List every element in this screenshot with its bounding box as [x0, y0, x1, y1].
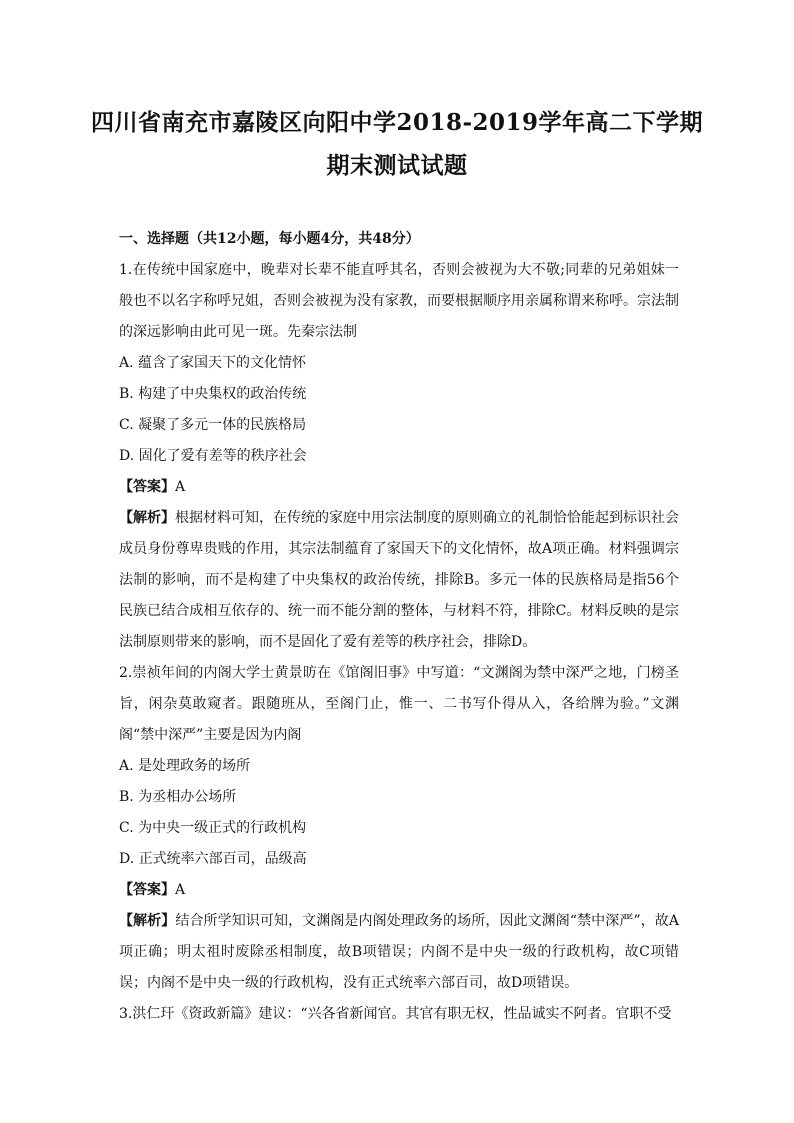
section-heading: 一、选择题（共12小题，每小题4分，共48分） [119, 231, 420, 247]
question-2-stem: 2.崇祯年间的内阁大学士黄景昉在《馆阁旧事》中写道：“文渊阁为禁中深严之地，门榜圣旨，闲杂莫敢窥者。跟随班从，至阁门止，惟一、二书写仆得从入，各给牌为验。”文渊阁“禁中深严”主要是因为内阁 [119, 665, 679, 743]
question-1-option-c: C. 凝聚了多元一体的民族格局 [119, 417, 307, 433]
question-2-option-c: C. 为中央一级正式的行政机构 [119, 820, 307, 836]
answer-value: A [175, 882, 186, 898]
analysis-text: 结合所学知识可知，文渊阁是内阁处理政务的场所，因此文渊阁“禁中深严”，故A项正确；明太祖时废除丞相制度，故B项错误；内阁不是中央一级的行政机构，故C项错误；内阁不是中央一级的行政机构，没有正式统率六部百司，故D项错误。 [119, 913, 679, 991]
question-2-option-b: B. 为丞相办公场所 [119, 789, 237, 805]
answer-value: A [175, 479, 186, 495]
question-2-answer [119, 875, 679, 906]
analysis-text: 根据材料可知，在传统的家庭中用宗法制度的原则确立的礼制恰恰能起到标识社会成员身份尊卑贵贱的作用，其宗法制蕴育了家国天下的文化情怀，故A项正确。材料强调宗法制的影响，而不是构建了中央集权的政治传统，排除B。多元一体的民族格局是指56个民族已结合成相互依存的、统一而不能分割的整体，与材料不符，排除C。材料反映的是宗法制原则带来的影响，而不是固化了爱有差等的秩序社会，排除D。 [119, 510, 679, 650]
question-2-analysis [119, 906, 679, 999]
question-1-option-d: D. 固化了爱有差等的秩序社会 [119, 448, 307, 464]
analysis-tag: 【解析】 [119, 510, 175, 526]
question-1-answer [119, 472, 679, 503]
document-title-line2: 期末测试试题 [326, 152, 468, 179]
answer-tag: 【答案】 [119, 479, 175, 495]
document-title-line1: 四川省南充市嘉陵区向阳中学2018-2019学年高二下学期 [90, 109, 704, 136]
question-2-option-a: A. 是处理政务的场所 [119, 758, 251, 774]
question-1-analysis [119, 503, 679, 658]
answer-tag: 【答案】 [119, 882, 175, 898]
document-body [119, 224, 679, 1030]
question-1-option-b: B. 构建了中央集权的政治传统 [119, 386, 307, 402]
question-2-option-d: D. 正式统率六部百司，品级高 [119, 851, 307, 867]
analysis-tag: 【解析】 [119, 913, 176, 929]
question-1-option-a: A. 蕴含了家国天下的文化情怀 [119, 355, 307, 371]
question-1-stem: 1.在传统中国家庭中，晚辈对长辈不能直呼其名，否则会被视为大不敬;同辈的兄弟姐妹一般也不以名字称呼兄姐，否则会被视为没有家教，而要根据顺序用亲属称谓来称呼。宗法制的深远影响由此可见一斑。先秦宗法制 [119, 262, 679, 340]
question-3-stem: 3.洪仁玕《资政新篇》建议：“兴各省新闻官。其官有职无权，性品诚实不阿者。官职不受 [119, 1006, 672, 1022]
